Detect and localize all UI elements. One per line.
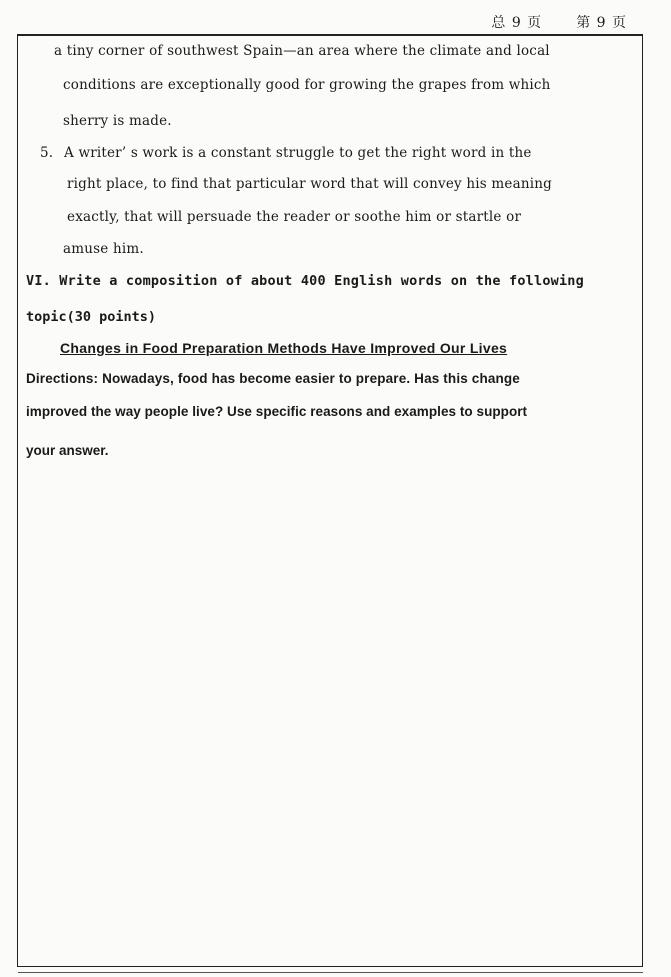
page-header: [491, 12, 627, 32]
directions-line-3: your answer.: [26, 443, 109, 458]
total-pages: 总 9 页: [491, 15, 543, 31]
passage-line-3: sherry is made.: [63, 113, 172, 129]
item-5-line-1: A writer’ s work is a constant struggle to get the right word in the: [64, 145, 532, 161]
current-page: 第 9 页: [576, 15, 627, 31]
item-5-line-4: amuse him.: [63, 241, 144, 257]
passage-line-2: conditions are exceptionally good for growing the grapes from which: [63, 77, 551, 93]
passage-line-1: a tiny corner of southwest Spain—an area where the climate and local: [54, 43, 550, 59]
section-6-heading-line-2: topic(30 points): [26, 309, 157, 325]
directions-line-1: Directions: Nowadays, food has become easier to prepare. Has this change: [26, 371, 520, 386]
item-5-line-2: right place, to find that particular word that will convey his meaning: [67, 176, 552, 192]
section-6-heading-line-1: VI. Write a composition of about 400 English words on the following: [26, 273, 584, 289]
answer-frame: [17, 34, 643, 967]
directions-line-2: improved the way people live? Use specific reasons and examples to support: [26, 404, 528, 419]
item-5-line-3: exactly, that will persuade the reader or soothe him or startle or: [67, 209, 522, 225]
composition-title: Changes in Food Preparation Methods Have Improved Our Lives: [60, 340, 508, 356]
item-5-number: 5.: [40, 145, 54, 161]
